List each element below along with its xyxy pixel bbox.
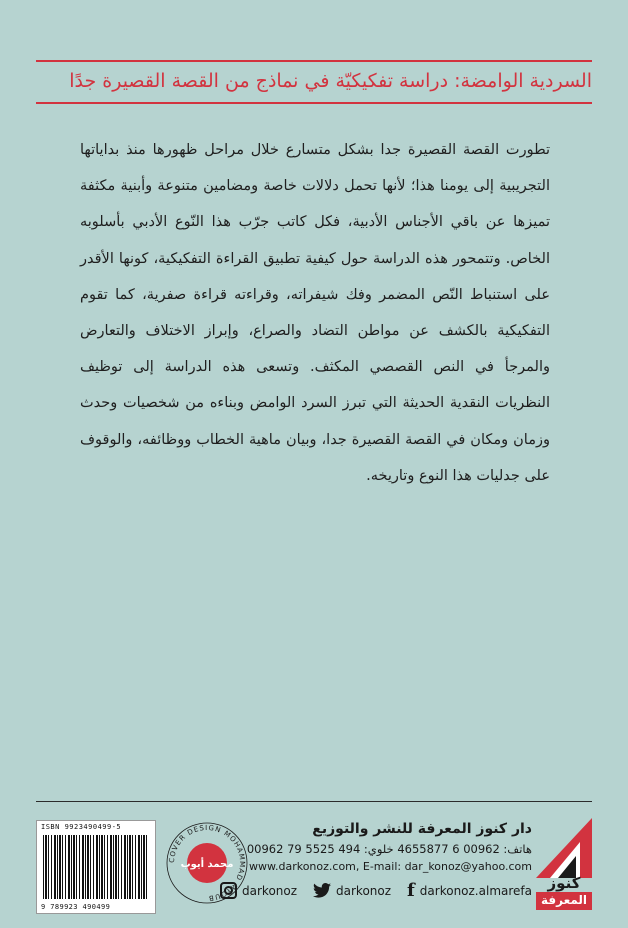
synopsis-line: تطورت القصة القصيرة جدا بشكل متسارع خلال مراحل ظهورها منذ بداياتها التجريبية [80,142,550,195]
book-title: السردية الوامضة: دراسة تفكيكيّة في نماذج من القصة القصيرة جدًا [69,70,592,92]
facebook-icon: f [407,880,415,901]
publisher-phone: هاتف: 00962 6 4655877 خلوي: 494 5525 79 00962 [246,842,532,856]
synopsis [80,132,550,494]
logo-word-almarefa: المعرفة [536,892,592,910]
seal-ring-text: COVER DESIGN MOHAMMAD MYOUB [167,823,247,903]
instagram-link[interactable] [220,882,297,899]
synopsis-line: الأدبية، فكل كاتب جرّب هذا النّوع الأدبي بأسلوبه الخاص. وتتمحور هذه الدراسة حول كيفية تطبيق [80,214,551,267]
synopsis-line: النص القصصي المكثف. وتسعى هذه الدراسة إلى توظيف النظريات النقدية الحديثة التي تبرز السرد [80,359,550,412]
synopsis-line: كما تقوم التفكيكية بالكشف عن مواطن التضاد والصراع، وإبراز الاختلاف والتعارض والمرجأ في [80,286,550,376]
synopsis-line: القراءة التفكيكية، كونها الأقدر على استنباط النّص المضمر وفك شيفراته، وقراءته قراءة صفرية، [80,250,550,303]
publisher-name: دار كنوز المعرفة للنشر والتوزيع [312,821,532,837]
footer-rule [36,801,592,802]
facebook-handle: darkonoz.almarefa [419,883,532,898]
synopsis-line: إلى يومنا هذا؛ لأنها تحمل دلالات خاصة ومضامين متنوعة وأبنية مكثفة تميزها عن باقي الأجناس [80,178,550,231]
publisher-web: www.darkonoz.com, E-mail: dar_konoz@yahoo.com [249,860,532,873]
instagram-icon [220,882,237,899]
isbn-number: ISBN 9923490499-5 [41,823,122,831]
twitter-link[interactable] [313,883,391,898]
logo-mark-icon [536,818,592,878]
logo-word-konoz: كنوز [547,874,581,892]
twitter-handle: darkonoz [336,883,392,898]
twitter-icon [313,883,331,898]
isbn-barcode [36,820,156,914]
seal-center-text: محمد أيوب [180,859,234,870]
social-links [192,880,532,901]
publisher-info [192,818,532,901]
publisher-logo [536,818,592,907]
barcode-bars [43,835,149,899]
title-bottom-rule [36,102,592,104]
facebook-link[interactable] [407,880,532,901]
synopsis-line: الوامض وبناءه من شخصيات وحدث وزمان ومكان في القصة القصيرة جدا، وبيان ماهية الخطاب [80,395,550,448]
barcode-digits: 9 789923 490499 [41,903,111,911]
synopsis-line: ووظائفه، والوقوف على جدليات هذا النوع وتاريخه. [80,431,550,484]
instagram-handle: darkonoz [242,883,298,898]
